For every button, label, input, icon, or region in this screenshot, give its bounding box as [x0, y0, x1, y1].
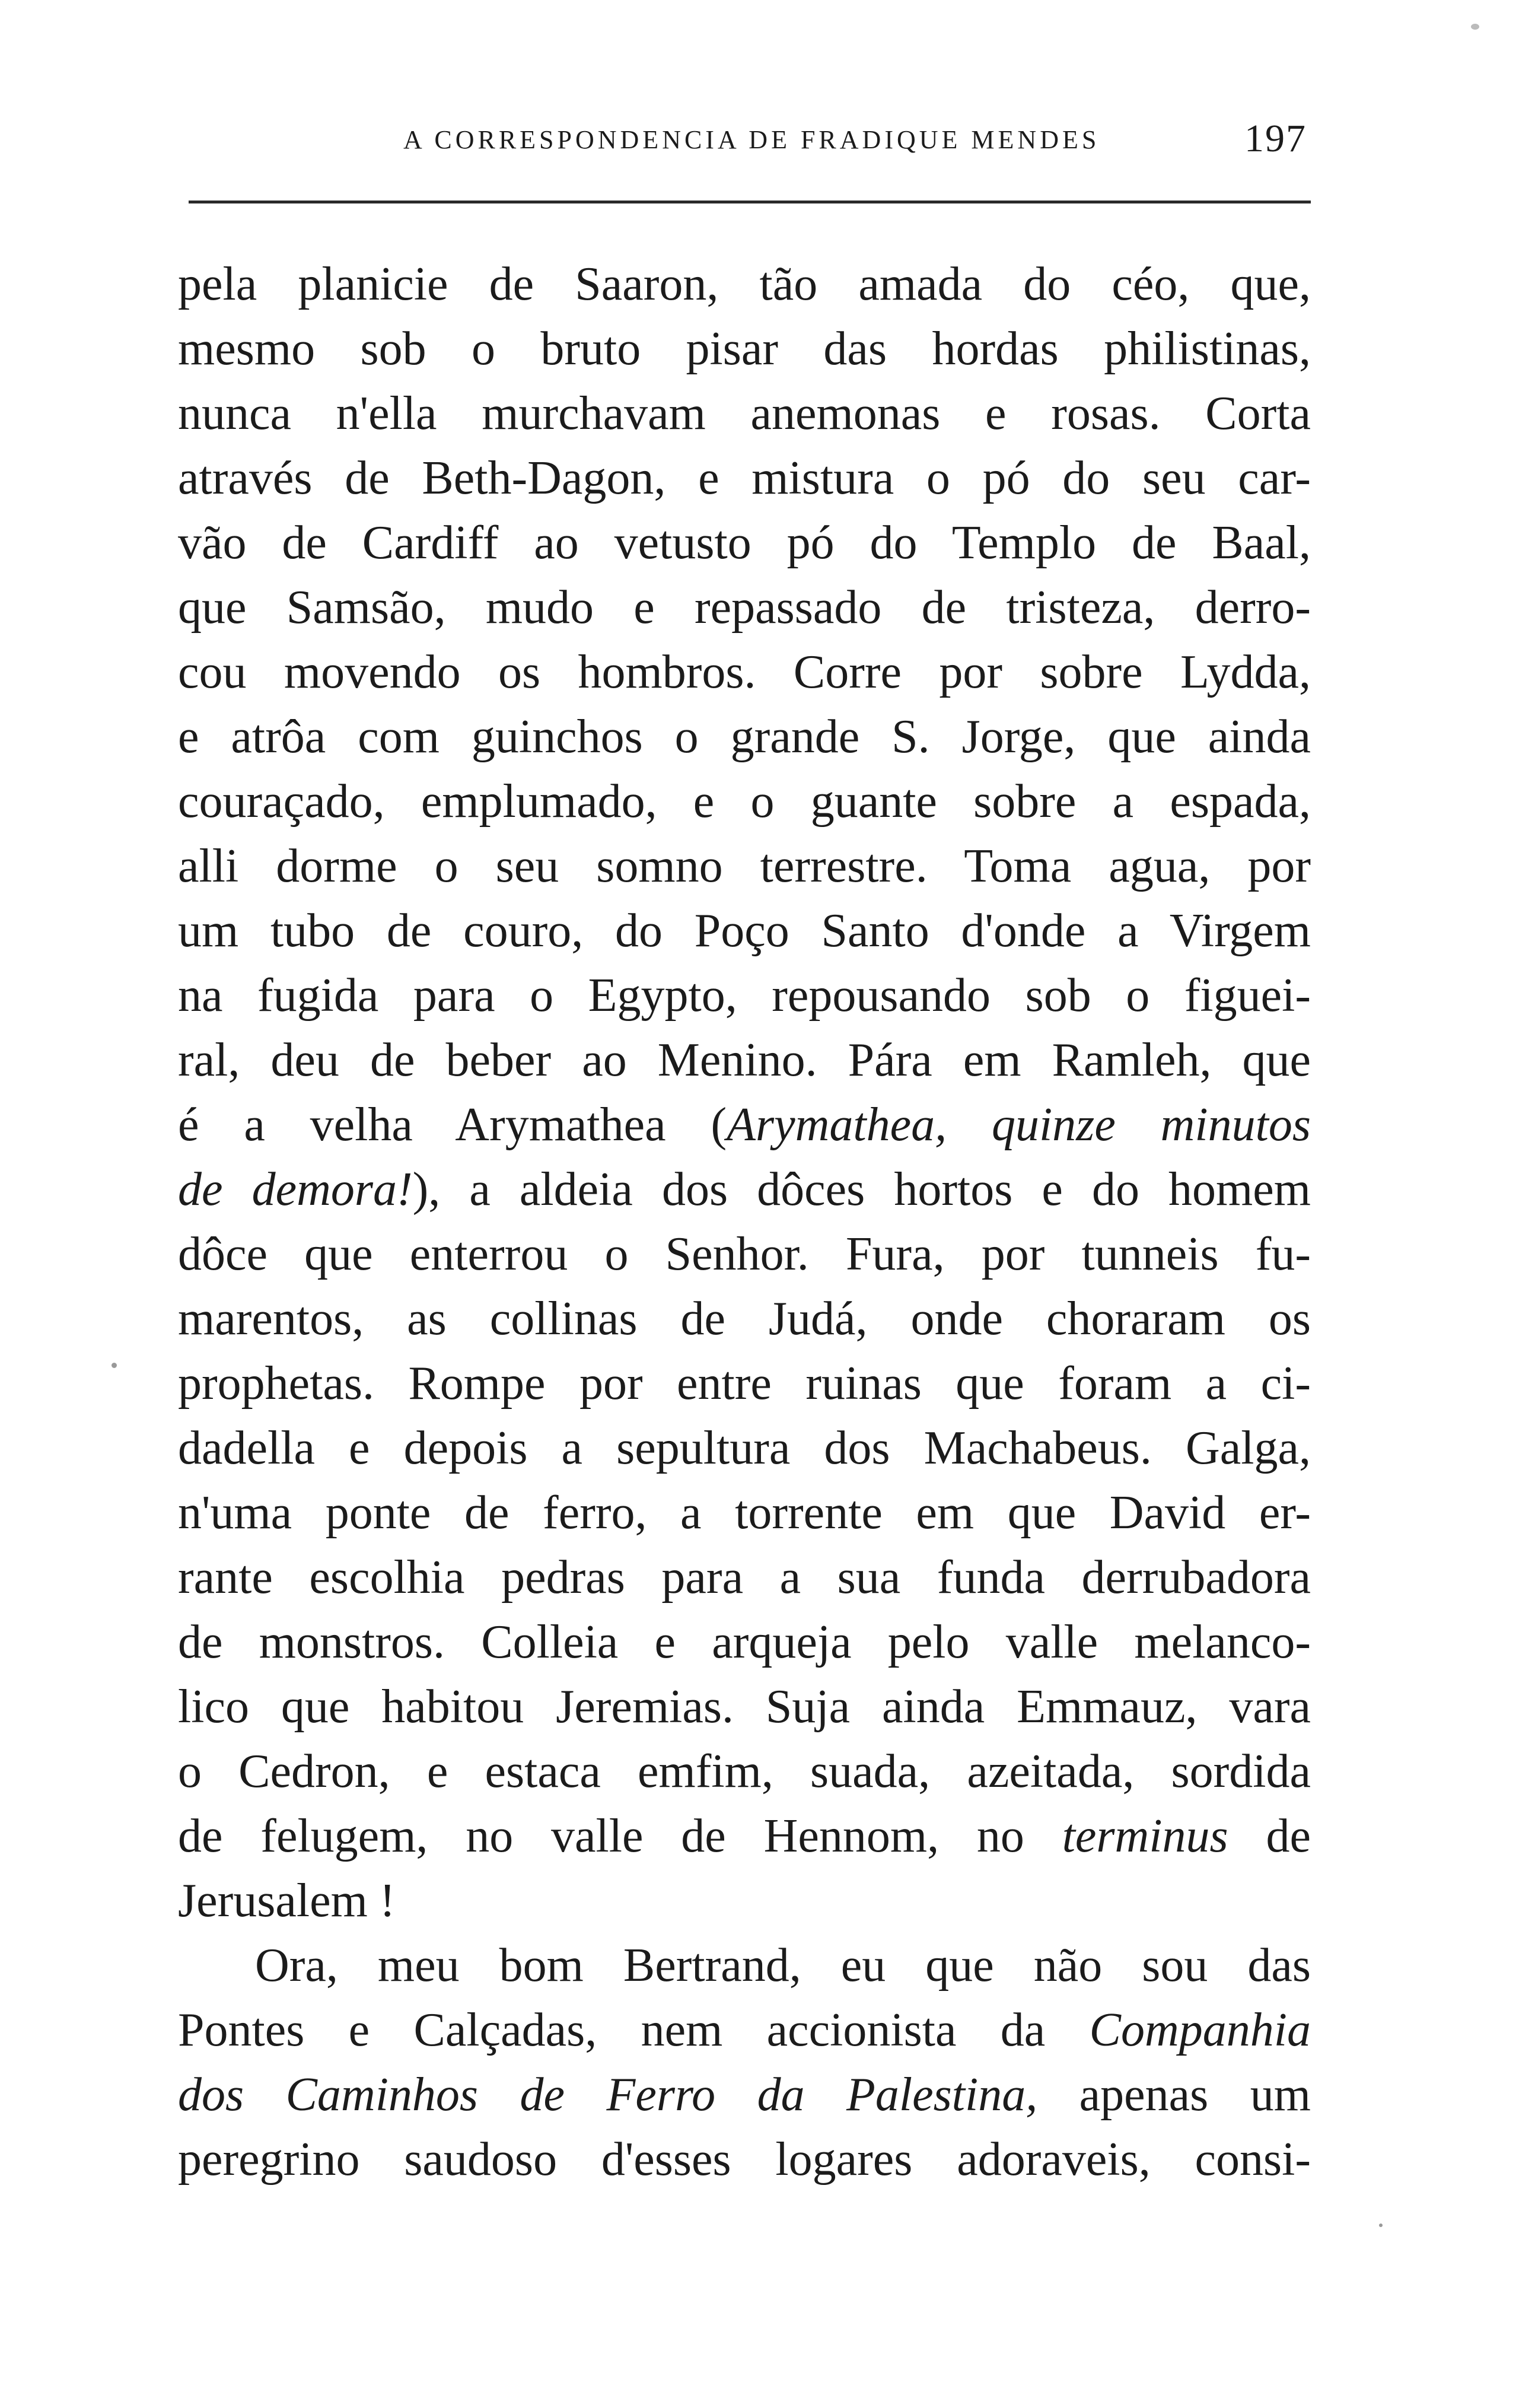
text-line	[178, 1093, 1311, 1157]
text-line: lico que habitou Jeremias. Suja ainda Emmauz, vara	[178, 1681, 1311, 1733]
text-line: vão de Cardiff ao vetusto pó do Templo de Baal,	[178, 517, 1311, 569]
text-segment: apenas um	[1037, 2069, 1311, 2121]
text-line	[178, 1804, 1311, 1869]
paragraph-end-line: Jerusalem !	[178, 1875, 396, 1927]
italic-phrase: terminus	[1062, 1810, 1228, 1862]
text-line: dôce que enterrou o Senhor. Fura, por tunneis fu-	[178, 1228, 1311, 1280]
text-line: couraçado, emplumado, e o guante sobre a espada,	[178, 775, 1311, 828]
text-segment: é a velha Arymathea (	[178, 1099, 727, 1151]
text-line: n'uma ponte de ferro, a torrente em que David er-	[178, 1487, 1311, 1539]
text-segment: de	[1228, 1810, 1311, 1862]
text-line: através de Beth-Dagon, e mistura o pó do seu car-	[178, 452, 1311, 504]
text-segment: ), a aldeia dos dôces hortos e do homem	[412, 1163, 1311, 1216]
text-line: peregrino saudoso d'esses logares adoraveis, consi-	[178, 2133, 1311, 2186]
text-line	[178, 2063, 1311, 2127]
italic-phrase: dos Caminhos de Ferro da Palestina,	[178, 2069, 1038, 2121]
text-line: pela planicie de Saaron, tão amada do céo, que,	[178, 258, 1311, 310]
text-line: de monstros. Colleia e arqueja pelo valle melanco-	[178, 1616, 1311, 1668]
text-line: alli dorme o seu somno terrestre. Toma agua, por	[178, 840, 1311, 892]
text-line: na fugida para o Egypto, repousando sob o figuei-	[178, 969, 1311, 1022]
print-speck	[1471, 24, 1479, 30]
running-head	[184, 119, 1307, 166]
text-line: um tubo de couro, do Poço Santo d'onde a Virgem	[178, 905, 1311, 957]
text-line: e atrôa com guinchos o grande S. Jorge, que ainda	[178, 711, 1311, 763]
text-segment: Pontes e Calçadas, nem accionista da	[178, 2004, 1090, 2056]
running-title: A CORRESPONDENCIA DE FRADIQUE MENDES	[403, 125, 1100, 154]
italic-phrase: de demora!	[178, 1163, 413, 1216]
text-line: cou movendo os hombros. Corre por sobre Lydda,	[178, 646, 1311, 698]
paragraph-start-line: Ora, meu bom Bertrand, eu que não sou das	[255, 1939, 1311, 1992]
text-line	[178, 1157, 1311, 1222]
body-text	[178, 252, 1311, 2192]
text-segment: de felugem, no valle de Hennom, no	[178, 1810, 1062, 1862]
italic-phrase: Companhia	[1089, 2004, 1311, 2056]
print-speck	[1379, 2223, 1383, 2227]
text-line: ral, deu de beber ao Menino. Pára em Ramleh, que	[178, 1034, 1311, 1086]
text-line: rante escolhia pedras para a sua funda derrubadora	[178, 1551, 1311, 1604]
text-line: mesmo sob o bruto pisar das hordas philistinas,	[178, 323, 1311, 375]
italic-phrase: Arymathea, quinze minutos	[727, 1099, 1311, 1151]
text-line: marentos, as collinas de Judá, onde choraram os	[178, 1293, 1311, 1345]
text-line: prophetas. Rompe por entre ruinas que foram a ci-	[178, 1357, 1311, 1410]
text-line: o Cedron, e estaca emfim, suada, azeitada, sordida	[178, 1745, 1311, 1798]
text-line: nunca n'ella murchavam anemonas e rosas. Corta	[178, 387, 1311, 440]
page-number: 197	[1244, 117, 1307, 160]
text-line	[178, 1998, 1311, 2063]
text-line: dadella e depois a sepultura dos Machabeus. Galga,	[178, 1422, 1311, 1474]
text-line: que Samsão, mudo e repassado de tristeza, derro-	[178, 581, 1311, 634]
print-speck	[112, 1363, 117, 1368]
header-rule	[189, 201, 1311, 203]
